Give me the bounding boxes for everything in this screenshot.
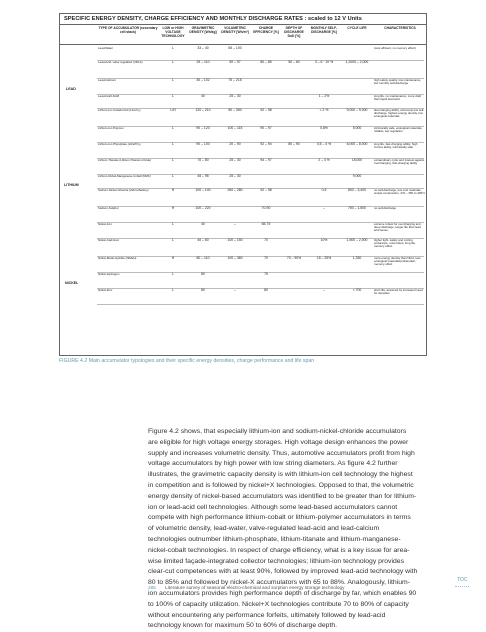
table-cell-cycle: < 700 [352,288,362,292]
table-cell-grav: 40 – 60 [197,238,209,242]
table-cell-grav: 80 [201,272,205,276]
table-cell-cycle: 15,000 [351,158,363,162]
table-cell-grav: 90 – 120 [196,126,210,130]
table-cell-grav: 30 – 102 [196,78,210,82]
table-cell-grav: 40 [201,222,205,226]
table-cell-volt: L [172,94,174,98]
table-cell-cycle: 800 – 3,400 [348,188,366,192]
table-column-header: VOLUMETRIC DENSITY [Wh/m³] [221,26,249,34]
table-column-header: MONTHLY SELF-DISCHARGE [%] [310,26,338,34]
table-cell-name: Lead-Acid: valve regulated (VRLA) [98,60,143,64]
table-cell-name: Nickel-Hydrogen [98,272,120,276]
table-cell-name: Sodium-Nickel-Chloride (Zebra Battery) [98,188,149,192]
table-column-header: TYPE OF ACCUMULATOR (secondary cell stack) [98,26,158,34]
table-cell-volt: L [172,60,174,64]
table-cell-volt: L [172,158,174,162]
table-cell-name: Lead-Calcium [98,78,116,82]
table-cell-vol: 65 – 100 [228,46,242,50]
table-cell-vol: 50 – 350 [228,108,242,112]
table-cell-grav: 80 – 110 [196,256,210,260]
table-cell-dod: 50 – 60 [288,60,300,64]
table-cell-volt: H [171,256,175,260]
table-cell-vol: 100 – 360 [227,256,243,260]
energy-density-table [59,13,427,356]
table-cell-name: Lithium-Ion Polymer [98,126,124,130]
table-cell-grav: 40 [201,94,205,98]
table-cell-cycle: 9,000 – 9,000 [346,108,368,112]
table-cell-volt: L [172,46,174,50]
table-cell-eff: 65-75 [261,222,271,226]
group-label-lead: LEAD [66,87,76,91]
table-title: SPECIFIC ENERGY DENSITY, CHARGE EFFICIENCY AND MONTHLY DISCHARGE RATES : scaled to 12 V Units [64,16,362,22]
table-cell-char: higher light, safety and cycling endurance, cold robust, long life, memory effect [374,238,416,249]
toc-link[interactable]: TOC [457,577,468,583]
table-cell-volt: L [172,174,174,178]
table-cell-volt: L [172,78,174,82]
table-column-header: DEPTH OF DISCHARGE DoD [%] [284,26,304,38]
body-paragraph [148,427,418,632]
table-cell-vol: – [234,222,236,226]
table-column-header: CYCLE LIFE [347,26,367,30]
table-cell-volt: L [172,222,174,226]
table-cell-vol: – [234,288,236,292]
table-cell-volt: L [172,272,174,276]
footer-title: Literature survey of seasonal electro-chemical and sorption energy storage technology [165,585,345,590]
table-cell-vol: 20 – 90 [229,142,241,146]
table-cell-cycle: 750 – 1,500 [348,206,366,210]
table-rule [60,24,426,25]
table-cell-grav: 100 – 140 [195,188,211,192]
table-cell-eff: 75 [264,272,268,276]
table-cell-vol: 75 – 215 [228,78,242,82]
table-cell-volt: L [172,142,174,146]
table-cell-cycle: 9,000 [352,174,362,178]
table-cell-volt: L/H [170,108,176,112]
table-cell-name: Nickel-Iron [98,222,112,226]
table-cell-self: 10% [320,238,328,242]
table-cell-grav: 25 – 110 [196,60,210,64]
table-cell-char: high safety quality, low maintenance, low monthly self-discharge [374,78,422,86]
table-cell-name: Nickel-Metal-Hydride (NiMeH) [98,256,137,260]
table-cell-name: Nickel-Zinc [98,288,113,292]
table-cell-grav: 100 – 220 [195,206,211,210]
table-cell-volt: L [172,288,174,292]
group-label-nickel: NICKEL [65,281,79,285]
table-cell-name: Sodium-Sulphur [98,206,119,210]
page-number: 285 [148,585,156,590]
table-cell-eff: 90 – 97 [260,126,272,130]
table-cell-grav: 80 [201,288,205,292]
table-cell-self: – [323,288,325,292]
table-cell-vol: 50 – 97 [229,60,241,64]
table-cell-char: extraordinary cycle and interest against overcharging, fast-charging ability [374,158,425,166]
table-cell-volt: L [172,238,174,242]
table-cell-char: no self-discharge [374,206,397,210]
table-cell-grav: 70 – 80 [197,158,209,162]
table-cell-grav: 120 – 210 [195,108,211,112]
table-cell-self: 3 – 6 · 10 % [314,60,334,64]
table-cell-eff: 94 – 97 [260,158,272,162]
table-cell-eff: 70 [264,238,268,242]
table-cell-char: long life, fast-charging ability, high current ability, intrinsically safe [374,142,418,150]
table-cell-name: Lithium-Titanate (Lithium-Titanium-Oxide) [98,158,152,162]
table-cell-vol: 100 – 150 [227,238,243,242]
table-column-header: CHARACTERISTICS [384,26,416,30]
table-cell-cycle: 5,000 [352,126,362,130]
table-row-rule [97,304,424,305]
table-cell-name: Lithium-Ion Cobalt-Oxid (LiCoO₂) [98,108,141,112]
table-cell-name: Lithium-Ion Phosphate (LiFePO₄) [98,142,141,146]
table-cell-grav: 45 – 95 [197,174,209,178]
table-cell-grav: 90 – 100 [196,142,210,146]
table-cell-char: short life, assumed by increased need for densities [374,288,423,296]
table-cell-volt: H [171,188,175,192]
group-label-lithium: LITHIUM [64,183,79,187]
figure-caption: FIGURE 4.2 Main accumulator typologies and their specific energy densities, charge performance and life span [59,358,315,364]
table-cell-volt: L [172,126,174,130]
table-cell-self: 0,5 [321,188,327,192]
table-cell-vol: 25 – 30 [229,174,241,178]
toc-underline [455,586,469,587]
table-cell-name: Lead-Water [98,46,113,50]
table-cell-char: more energy density than NiCd, less ecological materials/problematic, memory effect [374,256,421,267]
table-cell-name: Lead-Graft AGM [98,94,120,98]
table-header-rule [60,44,426,45]
table-cell-self: < 2 % [319,108,329,112]
table-cell-eff: 92 – 98 [260,188,272,192]
table-cell-vol: 100 – 115 [227,126,243,130]
table-cell-char: (cost efficient, no memory effect) [374,46,416,50]
table-cell-char: extreme robust for overcharging and deep discharge, longer life than lead acid series [374,222,421,233]
table-cell-self: 2 – 4 % [318,158,330,162]
table-cell-name: Nickel-Cadmium [98,238,120,242]
table-cell-vol: 25 – 30 [229,158,241,162]
page-footer [148,585,344,590]
table-column-header: CHARGE EFFICIENCY [%] [253,26,279,34]
table-column-header: GRAVIMETRIC DENSITY [Wh/kg] [189,26,217,34]
table-cell-name: Lithium-Nickel-Manganese-Cobalt (NMC) [98,174,151,178]
table-cell-char: fast-charging ability, extremely low self-discharge, highest energy density, low ecological materials [374,108,425,119]
table-cell-eff: 92 – 98 [260,108,272,112]
table-cell-self: 15 – 25% [316,256,332,260]
table-cell-eff: 80 [264,288,268,292]
table-column-header: LOW or HIGH VOLTAGE TECHNOLOGY [161,26,185,38]
table-cell-eff: 80 – 85 [260,60,272,64]
table-cell-dod: 80 – 90 [288,142,300,146]
table-cell-self: 0,8% [320,126,328,130]
table-cell-char: intrinsically safe, ecological materials, reliable, low regulation [374,126,423,134]
table-cell-cycle: 1,2000 – 2,000 [345,60,369,64]
table-cell-char: long life, no maintenance, more draft than liquid lead acid [374,94,421,102]
table-cell-cycle: 1,330 [352,256,362,260]
table-cell-self: – [323,206,325,210]
table-cell-grav: 33 – 40 [197,46,209,50]
table-cell-cycle: 6,000 – 8,000 [346,142,368,146]
table-cell-char: no self-discharge, low cost materials, simple construction, 270 – 350 to 300°C [374,188,426,196]
table-cell-self: 1 – 2% [318,94,330,98]
table-cell-cycle: 1,500 – 2,000 [346,238,368,242]
table-cell-eff: 70 [264,256,268,260]
table-cell-eff: 70-90 [261,206,271,210]
paragraph-text: Figure 4.2 shows, that especially lithium-ion and sodium-nickel-chloride accumulators are eligible for high voltage energy storages. High voltage design enhances the power supply and increases volumetric density. Thus, automotive accumulators profit from high voltage accumulators by high power with low string diameters. As figure 4.2 further illustrates, the gravimetric capacity density is with lithium-ion cell technology the highest in competition and is followed by nickel+X technologies. Opposed to that, the volumetric energy density of nickel-based accumulators was identified to be greater than for lithium-ion or lead-acid cell technologies. Although some lead-based accumulators cannot compete with high performance lithium-cobalt or lithium-polymer accumulators in terms of volumetric density, lead-water, valve-regulated lead-acid and lead-calcium technologies outnumber lithium-phosphate, lithium-titanate and lithium-manganese-nickel-cobalt technologies. In respect of charge efficiency, what is a key issue for area-wise limited façade-integrated collector technologies; lithium-ion technology provides clear-cut competences with at least 90%, followed by improved lead-acid technology with 80 to 85% and followed by nickel-X accumulators with 65 to 88%. Analogously, lithium-ion accumulators provides high performance depth of discharge by far, which enables 90 to 100% of capacity utilization. Nickel+X technologies contribute 70 to 80% of capacity without encountering any performance forfeits, ultimately followed by lead-acid technology known for maximum 50 to 60% of discharge depth. [148,428,418,630]
table-cell-self: 0,5 – 4 % [316,142,332,146]
table-cell-eff: 92 – 94 [260,142,272,146]
table-cell-dod: 70 – 90% [286,256,302,260]
table-cell-volt: H [171,206,175,210]
table-cell-vol: 25 – 30 [229,94,241,98]
table-cell-vol: 260 – 280 [227,188,243,192]
